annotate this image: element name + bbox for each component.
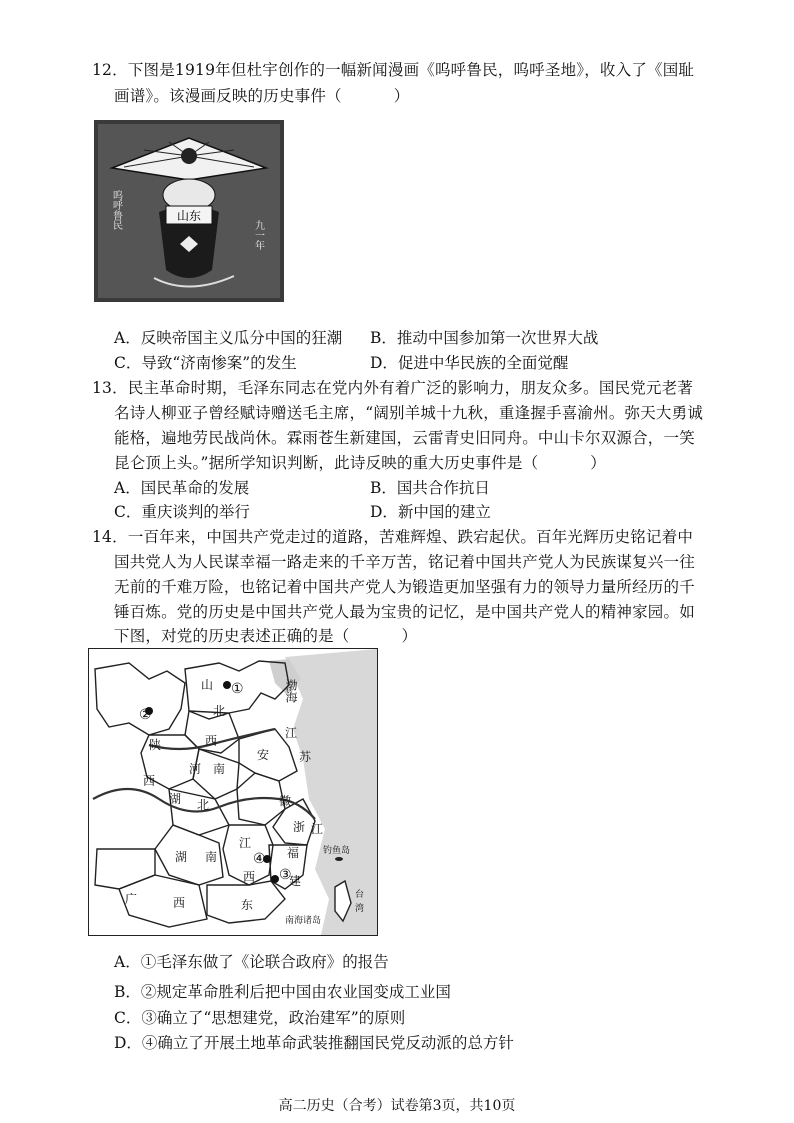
q13-paren: ） [590,454,606,472]
q14-line-1: 14．一百年来，中国共产党走过的道路，苦难辉煌、跌宕起伏。百年光辉历史铭记着中 [92,528,694,546]
q14-option-a[interactable]: A．①毛泽东做了《论联合政府》的报告 [114,953,389,971]
map-figure [88,648,378,936]
map-label: 东 [241,898,254,912]
q12-line-1: 12．下图是1919年但杜宇创作的一幅新闻漫画《呜呼鲁民，呜呼圣地》，收入了《国耻 [92,61,695,79]
map-label: 建 [289,874,302,888]
q13-stem-end: 昆仑顶上头。”据所学知识判断，此诗反映的重大历史事件是（ [114,454,539,472]
map-marker-3: ③ [279,867,292,883]
map-label: 湾 [355,904,365,914]
map-label: 西 [243,870,256,884]
map-label: 湖 [175,850,188,864]
q14-option-c[interactable]: C．③确立了“思想建党，政治建军”的原则 [114,1009,406,1027]
q12-option-c[interactable]: C．导致“济南惨案”的发生 [114,354,297,372]
map-label: 山 [201,678,214,692]
map-label-diaoyu: 钓鱼岛 [323,846,351,856]
map-label: 河 [189,762,202,776]
map-label: 西 [173,896,186,910]
q14-line-3: 无前的千难万险，也铭记着中国共产党人为锻造更加坚强有力的领导力量所经历的千 [114,578,695,596]
map-label: 江 [285,726,298,740]
q14-line-5 [114,626,417,646]
map-label: 湖 [169,792,182,806]
map-label: 安 [257,748,270,762]
cartoon-image [94,120,284,302]
q13-option-b[interactable]: B．国共合作抗日 [370,479,490,497]
map-label: 江 [311,822,324,836]
cartoon-hat-text: 山东 [176,209,202,223]
q14-option-b[interactable]: B．②规定革命胜利后把中国由农业国变成工业国 [114,983,451,1001]
q13-line-4 [114,453,606,473]
map-label: 台 [355,890,365,900]
q13-line-1: 13．民主革命时期，毛泽东同志在党内外有着广泛的影响力，朋友众多。国民党元老著 [92,379,694,397]
china-map [89,649,377,935]
map-label: 福 [287,846,300,860]
map-label: 南 [205,850,218,864]
map-label: 北 [197,798,210,812]
map-marker-1: ① [231,681,244,697]
map-label: 苏 [299,750,312,764]
q13-option-c[interactable]: C．重庆谈判的举行 [114,503,250,521]
map-label: 浙 [293,820,306,834]
map-label: 渤海 [284,679,298,703]
page-footer: 高二历史（合考）试卷第3页，共10页 [278,1098,516,1114]
map-label: 徽 [279,794,292,808]
q13-option-d[interactable]: D．新中国的建立 [370,503,491,521]
map-marker-2: ② [139,707,152,723]
q12-stem-end: 画谱》。该漫画反映的历史事件（ [114,87,342,105]
q12-paren: ） [393,87,410,105]
q12-option-d[interactable]: D．促进中华民族的全面觉醒 [370,354,569,372]
q14-line-4: 锤百炼。党的历史是中国共产党人最为宝贵的记忆，是中国共产党人的精神家园。如 [114,603,695,621]
map-label: 西 [143,774,156,788]
map-marker-4: ④ [253,851,266,867]
q14-line-2: 国共党人为人民谋幸福一路走来的千辛万苦，铭记着中国共产党人为民族谋复兴一往 [114,553,695,571]
q12-option-b[interactable]: B．推动中国参加第一次世界大战 [370,329,599,347]
cartoon-right-caption: 九一年 [252,220,264,250]
q14-option-d[interactable]: D．④确立了开展土地革命武装推翻国民党反动派的总方针 [114,1034,514,1052]
cartoon-drawing [94,120,284,302]
q14-paren: ） [401,627,418,645]
map-label: 南 [213,762,226,776]
q12-line-2 [114,86,409,106]
q12-option-a[interactable]: A．反映帝国主义瓜分中国的狂潮 [114,329,343,347]
map-label: 西 [205,734,218,748]
map-label: 江 [239,836,252,850]
q14-stem-end: 下图，对党的历史表述正确的是（ [114,627,350,645]
q13-option-a[interactable]: A．国民革命的发展 [114,479,250,497]
map-label: 广 [125,892,138,906]
map-label: 陕 [149,738,162,752]
map-label-nanhai: 南海诸岛 [285,916,322,926]
q13-line-2: 名诗人柳亚子曾经赋诗赠送毛主席，“阔别羊城十九秋，重逢握手喜渝州。弥天大勇诚 [114,404,704,422]
q13-line-3: 能格，遍地劳民战尚休。霖雨苍生新建国，云雷青史旧同舟。中山卡尔双源合，一笑 [114,429,695,447]
map-label: 北 [213,704,226,718]
cartoon-left-caption: 呜呼鲁民 [110,190,122,230]
